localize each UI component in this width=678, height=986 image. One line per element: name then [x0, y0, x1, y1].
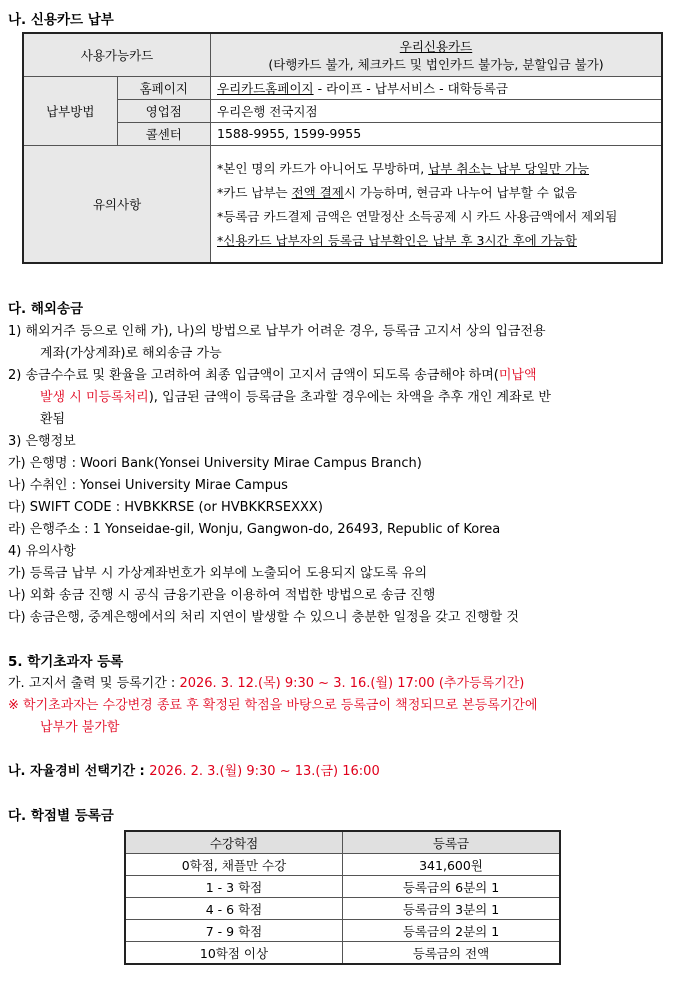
table-row: 10학점 이상 등록금의 전액 — [125, 942, 560, 965]
overseas-p2a: 2) 송금수수료 및 환율을 고려하여 최종 입금액이 고지서 금액이 되도록 송금해야 하며(미납액 — [8, 368, 537, 383]
note-1: *본인 명의 카드가 아니어도 무방하며, 납부 취소는 납부 당일만 가능 — [217, 160, 590, 176]
card-value: 우리신용카드 — [399, 38, 473, 54]
semester-period: 가. 고지서 출력 및 등록기간 : 2026. 3. 12.(목) 9:30 ~ 3. 16.(월) 17:00 (추가등록기간) — [8, 676, 525, 691]
caution-2: 나) 외화 송금 진행 시 공식 금융기관을 이용하여 적법한 방법으로 송금 진행 — [8, 588, 436, 603]
bank-swift: 다) SWIFT CODE : HVBKKRSE (or HVBKKRSEXXX) — [8, 500, 323, 515]
overseas-p1a: 1) 해외거주 등으로 인해 가), 나)의 방법으로 납부가 어려운 경우, 등록금 고지서 상의 입금전용 — [8, 324, 546, 339]
notes-cell — [211, 145, 663, 263]
row-label-callcenter: 콜센터 — [117, 122, 210, 145]
table-row: 4 - 6 학점 등록금의 3분의 1 — [125, 898, 560, 920]
overseas-p2b: 발생 시 미등록처리), 입금된 금액이 등록금을 초과할 경우에는 차액을 추후 개인 계좌로 반 — [40, 390, 551, 405]
row-value-branch: 우리은행 전국지점 — [211, 99, 663, 122]
table-row: 0학점, 채플만 수강 341,600원 — [125, 854, 560, 876]
section-title-card: 나. 신용카드 납부 — [8, 12, 114, 28]
card-homepage-link[interactable]: 우리카드홈페이지 — [217, 80, 314, 96]
row-label-branch: 영업점 — [117, 99, 210, 122]
section-title-fee: 다. 학점별 등록금 — [8, 808, 114, 824]
section-title-overseas: 다. 해외송금 — [8, 301, 84, 317]
bank-address: 라) 은행주소 : 1 Yonseidae-gil, Wonju, Gangwon-do, 26493, Republic of Korea — [8, 522, 501, 537]
row-value-homepage — [211, 76, 663, 99]
method-label: 납부방법 — [23, 76, 117, 145]
card-label: 사용가능카드 — [23, 33, 211, 76]
note-4: *신용카드 납부자의 등록금 납부확인은 납부 후 3시간 후에 가능함 — [217, 232, 577, 248]
card-note: (타행카드 불가, 체크카드 및 법인카드 불가능, 분할입금 불가) — [268, 56, 604, 72]
overseas-p2c: 환됨 — [40, 412, 66, 427]
overseas-p4: 4) 유의사항 — [8, 544, 76, 559]
row-label-homepage: 홈페이지 — [117, 76, 210, 99]
notes-label: 유의사항 — [23, 145, 211, 263]
fee-header-credits: 수강학점 — [125, 831, 343, 854]
section-title-semester: 5. 학기초과자 등록 — [8, 654, 124, 670]
caution-1: 가) 등록금 납부 시 가상계좌번호가 외부에 노출되어 도용되지 않도록 유의 — [8, 566, 428, 581]
table-row: 7 - 9 학점 등록금의 2분의 1 — [125, 920, 560, 942]
card-value-cell — [211, 33, 663, 76]
overseas-p3: 3) 은행정보 — [8, 434, 76, 449]
overseas-p1b: 계좌(가상계좌)로 해외송금 가능 — [40, 346, 222, 361]
table-row: 1 - 3 학점 등록금의 6분의 1 — [125, 876, 560, 898]
card-payment-table — [22, 32, 663, 264]
self-expense-title: 나. 자율경비 선택기간 : 2026. 2. 3.(월) 9:30 ~ 13.(금) 16:00 — [8, 764, 380, 779]
homepage-path: - 라이프 - 납부서비스 - 대학등록금 — [313, 80, 508, 96]
caution-3: 다) 송금은행, 중계은행에서의 처리 지연이 발생할 수 있으니 충분한 일정을 갖고 진행할 것 — [8, 610, 519, 625]
row-value-callcenter: 1588-9955, 1599-9955 — [211, 122, 663, 145]
bank-name: 가) 은행명 : Woori Bank(Yonsei University Mirae Campus Branch) — [8, 456, 422, 471]
fee-header-fee: 등록금 — [343, 831, 561, 854]
bank-recipient: 나) 수취인 : Yonsei University Mirae Campus — [8, 478, 288, 493]
semester-note-a: ※ 학기초과자는 수강변경 종료 후 확정된 학점을 바탕으로 등록금이 책정되므로 본등록기간에 — [8, 698, 538, 713]
semester-note-b: 납부가 불가함 — [40, 720, 120, 735]
fee-table — [124, 830, 561, 965]
note-2: *카드 납부는 전액 결제시 가능하며, 현금과 나누어 납부할 수 없음 — [217, 184, 577, 200]
note-3: *등록금 카드결제 금액은 연말정산 소득공제 시 카드 사용금액에서 제외됨 — [217, 208, 618, 224]
